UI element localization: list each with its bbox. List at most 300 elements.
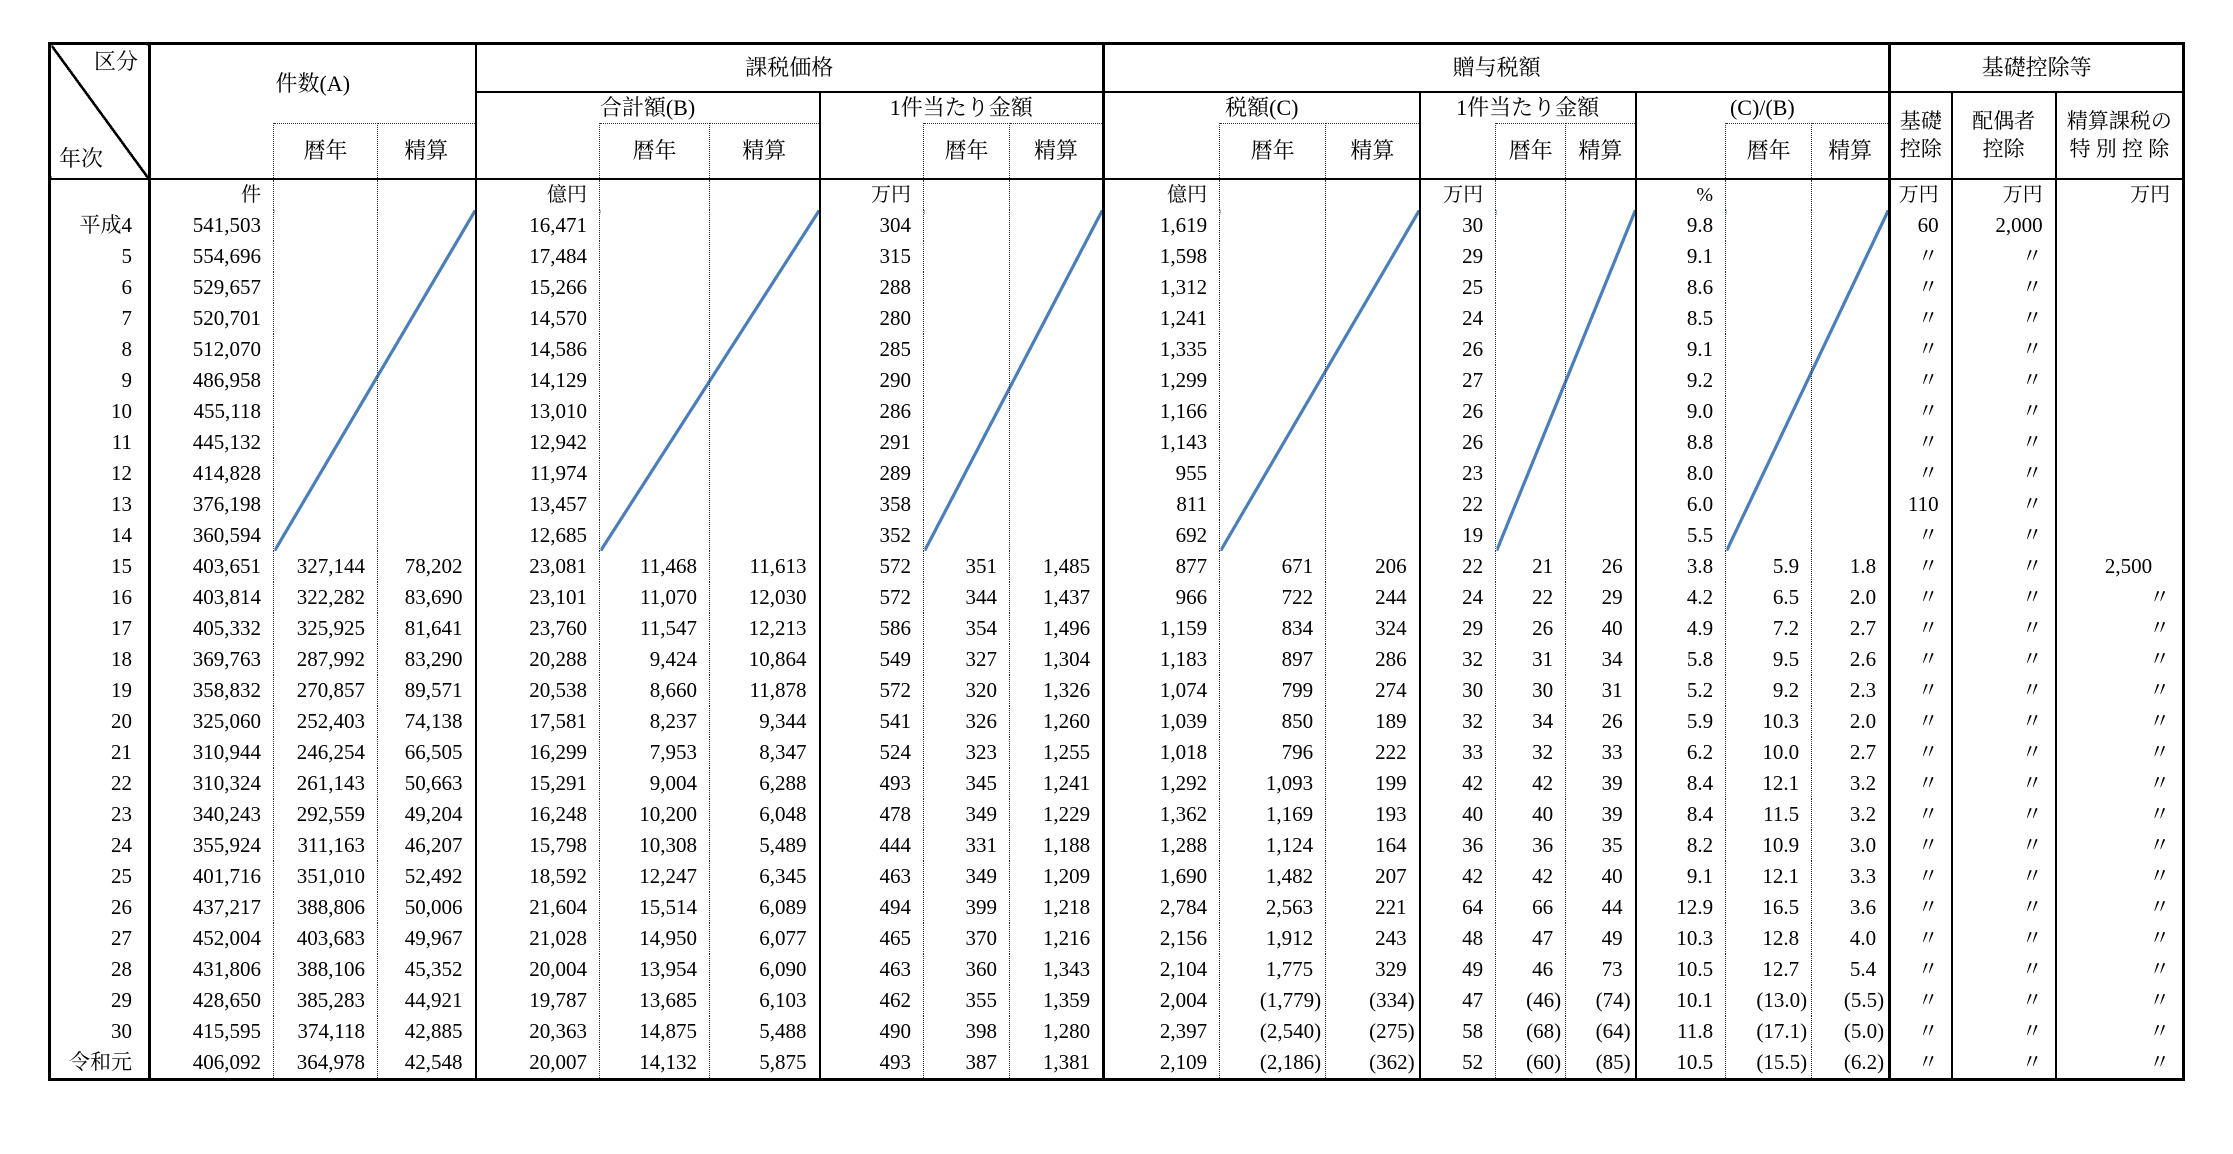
cell-zeigaku-total: 2,397 [1104, 1016, 1220, 1047]
tokubetsu-line1: 精算課税の [2066, 109, 2172, 134]
cell-kiso-kojo: 〃 [1890, 985, 1952, 1016]
cell-tokubetsu-kojo: 〃 [2149, 616, 2171, 641]
cell-haigusha-kojo: 〃 [1952, 396, 2056, 427]
cell-percase-total: 572 [820, 675, 924, 706]
cell-tokubetsu-kojo: 〃 [2149, 895, 2171, 920]
cell-zeigaku-rekinen: 1,912 [1220, 923, 1326, 954]
cell-kensu-seisan: 44,921 [378, 985, 476, 1016]
cell-zeigaku-total: 955 [1104, 458, 1220, 489]
cell-cb-total: 4.2 [1636, 582, 1726, 613]
cell-taxpercase-total: 30 [1420, 210, 1496, 241]
no-data-diagonal [1726, 210, 1890, 551]
cell-kiso-kojo: 〃 [1890, 613, 1952, 644]
cell-taxpercase-seisan: 73 [1566, 954, 1636, 985]
cell-kensu-seisan: 66,505 [378, 737, 476, 768]
cell-percase-rekinen: 399 [924, 892, 1010, 923]
cell-tokubetsu-kojo: 〃 [2149, 678, 2171, 703]
cell-kensu-total: 452,004 [150, 923, 274, 954]
cell-gokei-rekinen: 12,247 [600, 861, 710, 892]
cell-kensu-rekinen: 327,144 [274, 551, 378, 582]
cell-gokei-total: 16,248 [476, 799, 600, 830]
year-label: 15 [50, 551, 150, 582]
cell-cb-rekinen: 12.7 [1726, 954, 1812, 985]
cell-taxpercase-total: 64 [1420, 892, 1496, 923]
cell-kensu-total: 428,650 [150, 985, 274, 1016]
subheader-kensu-rekinen: 暦年 [274, 124, 378, 180]
cell-taxpercase-total: 58 [1420, 1016, 1496, 1047]
cell-kensu-total: 310,324 [150, 768, 274, 799]
cell-tokubetsu-kojo [2056, 396, 2184, 427]
cell-percase-seisan: 1,343 [1010, 954, 1104, 985]
table-row [50, 799, 2184, 830]
cell-zeigaku-seisan: 199 [1326, 768, 1420, 799]
cell-percase-seisan: 1,437 [1010, 582, 1104, 613]
cell-kensu-rekinen: 351,010 [274, 861, 378, 892]
year-label: 14 [50, 520, 150, 551]
subheader-zeigaku-rekinen: 暦年 [1220, 124, 1326, 180]
cell-kiso-kojo: 〃 [1890, 334, 1952, 365]
cell-haigusha-kojo: 〃 [1952, 303, 2056, 334]
cell-kiso-kojo: 〃 [1890, 923, 1952, 954]
cell-zeigaku-total: 1,018 [1104, 737, 1220, 768]
cell-tokubetsu-kojo: 〃 [2149, 585, 2171, 610]
cell-gokei-total: 13,457 [476, 489, 600, 520]
cell-percase-rekinen: 398 [924, 1016, 1010, 1047]
col-header-kiso-kojo-to: 基礎控除等 [1890, 44, 2184, 93]
cell-cb-total: 8.4 [1636, 768, 1726, 799]
cell-kensu-total: 360,594 [150, 520, 274, 551]
cell-kensu-total: 486,958 [150, 365, 274, 396]
cell-taxpercase-total: 47 [1420, 985, 1496, 1016]
cell-gokei-total: 21,028 [476, 923, 600, 954]
no-data-diagonal [600, 210, 820, 551]
cell-cb-seisan: 5.4 [1812, 954, 1890, 985]
cell-kensu-total: 414,828 [150, 458, 274, 489]
units-row [50, 179, 2184, 210]
year-label: 26 [50, 892, 150, 923]
cell-kiso-kojo: 〃 [1890, 241, 1952, 272]
cell-zeigaku-total: 1,598 [1104, 241, 1220, 272]
cell-percase-rekinen: 355 [924, 985, 1010, 1016]
cell-zeigaku-seisan: 222 [1326, 737, 1420, 768]
cell-gokei-total: 18,592 [476, 861, 600, 892]
cell-zeigaku-seisan: (362) [1326, 1047, 1420, 1080]
table-row [50, 1047, 2184, 1080]
cell-cb-total: 5.2 [1636, 675, 1726, 706]
cell-percase-rekinen: 331 [924, 830, 1010, 861]
cell-percase-total: 524 [820, 737, 924, 768]
cell-taxpercase-seisan: 40 [1566, 861, 1636, 892]
cell-zeigaku-seisan: 164 [1326, 830, 1420, 861]
cell-taxpercase-total: 24 [1420, 582, 1496, 613]
cell-kensu-total: 520,701 [150, 303, 274, 334]
cell-kensu-total: 455,118 [150, 396, 274, 427]
cell-gokei-rekinen: 13,685 [600, 985, 710, 1016]
cell-percase-seisan: 1,280 [1010, 1016, 1104, 1047]
table-row [50, 706, 2184, 737]
cell-cb-total: 6.0 [1636, 489, 1726, 520]
cell-percase-total: 586 [820, 613, 924, 644]
table-row [50, 768, 2184, 799]
cell-haigusha-kojo: 〃 [1952, 861, 2056, 892]
cell-kiso-kojo: 〃 [1890, 768, 1952, 799]
cell-taxpercase-seisan: (64) [1566, 1016, 1636, 1047]
table-row [50, 644, 2184, 675]
cell-cb-rekinen: 7.2 [1726, 613, 1812, 644]
table-row [50, 830, 2184, 861]
cell-tokubetsu-kojo: 〃 [2149, 740, 2171, 765]
cell-taxpercase-seisan: 39 [1566, 799, 1636, 830]
cell-taxpercase-total: 30 [1420, 675, 1496, 706]
cell-zeigaku-seisan: 243 [1326, 923, 1420, 954]
cell-gokei-total: 23,760 [476, 613, 600, 644]
cell-taxpercase-seisan: (85) [1566, 1047, 1636, 1080]
cell-cb-total: 8.4 [1636, 799, 1726, 830]
cell-zeigaku-seisan: 244 [1326, 582, 1420, 613]
cell-percase-total: 465 [820, 923, 924, 954]
cell-cb-total: 9.0 [1636, 396, 1726, 427]
year-label: 5 [50, 241, 150, 272]
cell-zeigaku-rekinen: 1,093 [1220, 768, 1326, 799]
haigusha-line2: 控除 [1982, 136, 2025, 161]
cell-taxpercase-total: 29 [1420, 241, 1496, 272]
cell-taxpercase-seisan: 40 [1566, 613, 1636, 644]
cell-percase-seisan: 1,216 [1010, 923, 1104, 954]
cell-zeigaku-seisan: 189 [1326, 706, 1420, 737]
cell-taxpercase-rekinen: 66 [1496, 892, 1566, 923]
subheader-gokei-seisan: 精算 [710, 124, 820, 180]
corner-label-nenji: 年次 [59, 145, 104, 171]
cell-taxpercase-seisan: 35 [1566, 830, 1636, 861]
corner-label-kubun: 区分 [93, 49, 138, 74]
cell-tokubetsu-kojo: 〃 [2149, 1050, 2171, 1075]
cell-percase-total: 572 [820, 551, 924, 582]
cell-kensu-seisan: 83,290 [378, 644, 476, 675]
cell-zeigaku-rekinen: 897 [1220, 644, 1326, 675]
cell-gokei-seisan: 10,864 [710, 644, 820, 675]
cell-zeigaku-total: 877 [1104, 551, 1220, 582]
cell-tokubetsu-kojo: 〃 [2149, 988, 2171, 1013]
cell-kensu-total: 437,217 [150, 892, 274, 923]
cell-cb-total: 9.8 [1636, 210, 1726, 241]
table-row [50, 1016, 2184, 1047]
year-label: 10 [50, 396, 150, 427]
cell-haigusha-kojo: 〃 [1952, 768, 2056, 799]
year-label: 7 [50, 303, 150, 334]
cell-haigusha-kojo: 〃 [1952, 365, 2056, 396]
year-label: 17 [50, 613, 150, 644]
cell-percase-seisan: 1,326 [1010, 675, 1104, 706]
cell-gokei-rekinen: 11,070 [600, 582, 710, 613]
cell-percase-seisan: 1,260 [1010, 706, 1104, 737]
cell-kensu-total: 376,198 [150, 489, 274, 520]
subheader-taxpercase-rekinen: 暦年 [1496, 124, 1566, 180]
cell-taxpercase-total: 26 [1420, 396, 1496, 427]
cell-cb-rekinen: 12.8 [1726, 923, 1812, 954]
cell-haigusha-kojo: 〃 [1952, 892, 2056, 923]
cell-percase-total: 549 [820, 644, 924, 675]
year-label: 27 [50, 923, 150, 954]
cell-kensu-total: 415,595 [150, 1016, 274, 1047]
cell-zeigaku-total: 1,619 [1104, 210, 1220, 241]
cell-gokei-total: 14,129 [476, 365, 600, 396]
cell-zeigaku-total: 1,039 [1104, 706, 1220, 737]
cell-kensu-rekinen: 388,806 [274, 892, 378, 923]
cell-kensu-total: 403,651 [150, 551, 274, 582]
cell-tokubetsu-kojo [2056, 365, 2184, 396]
cell-percase-total: 463 [820, 954, 924, 985]
cell-percase-rekinen: 360 [924, 954, 1010, 985]
cell-zeigaku-seisan: 207 [1326, 861, 1420, 892]
cell-taxpercase-total: 42 [1420, 861, 1496, 892]
cell-zeigaku-total: 1,166 [1104, 396, 1220, 427]
cell-gokei-total: 23,101 [476, 582, 600, 613]
cell-taxpercase-total: 26 [1420, 427, 1496, 458]
cell-cb-seisan: 1.8 [1812, 551, 1890, 582]
cell-haigusha-kojo: 〃 [1952, 613, 2056, 644]
cell-taxpercase-total: 24 [1420, 303, 1496, 334]
table-body [50, 210, 2184, 1080]
cell-zeigaku-seisan: 193 [1326, 799, 1420, 830]
cell-taxpercase-total: 33 [1420, 737, 1496, 768]
cell-cb-seisan: 3.2 [1812, 799, 1890, 830]
cell-gokei-total: 20,363 [476, 1016, 600, 1047]
cell-percase-seisan: 1,188 [1010, 830, 1104, 861]
cell-percase-rekinen: 349 [924, 861, 1010, 892]
cell-gokei-total: 20,007 [476, 1047, 600, 1080]
cell-cb-total: 9.1 [1636, 334, 1726, 365]
cell-tokubetsu-kojo [2056, 303, 2184, 334]
table-row [50, 675, 2184, 706]
cell-zeigaku-rekinen: 722 [1220, 582, 1326, 613]
cell-kensu-total: 355,924 [150, 830, 274, 861]
cell-kensu-seisan: 50,663 [378, 768, 476, 799]
cell-taxpercase-total: 48 [1420, 923, 1496, 954]
cell-kensu-rekinen: 385,283 [274, 985, 378, 1016]
cell-gokei-total: 13,010 [476, 396, 600, 427]
cell-taxpercase-rekinen: 36 [1496, 830, 1566, 861]
cell-percase-seisan: 1,229 [1010, 799, 1104, 830]
year-label: 令和元 [50, 1047, 150, 1080]
cell-gokei-seisan: 11,878 [710, 675, 820, 706]
cell-percase-total: 444 [820, 830, 924, 861]
cell-haigusha-kojo: 〃 [1952, 985, 2056, 1016]
cell-gokei-seisan: 9,344 [710, 706, 820, 737]
cell-gokei-seisan: 11,613 [710, 551, 820, 582]
table-row [50, 582, 2184, 613]
cell-cb-rekinen: 9.2 [1726, 675, 1812, 706]
cell-gokei-rekinen: 8,237 [600, 706, 710, 737]
cell-taxpercase-rekinen: (46) [1496, 985, 1566, 1016]
cell-haigusha-kojo: 〃 [1952, 241, 2056, 272]
cell-kensu-total: 431,806 [150, 954, 274, 985]
cell-kensu-rekinen: 322,282 [274, 582, 378, 613]
table-row [50, 613, 2184, 644]
cell-cb-total: 11.8 [1636, 1016, 1726, 1047]
cell-zeigaku-seisan: (334) [1326, 985, 1420, 1016]
cell-tokubetsu-kojo: 〃 [2149, 1019, 2171, 1044]
cell-percase-seisan: 1,359 [1010, 985, 1104, 1016]
cell-zeigaku-total: 1,312 [1104, 272, 1220, 303]
year-label: 30 [50, 1016, 150, 1047]
cell-cb-rekinen: 9.5 [1726, 644, 1812, 675]
cell-gokei-total: 16,299 [476, 737, 600, 768]
cell-kiso-kojo: 〃 [1890, 1047, 1952, 1080]
cell-cb-seisan: 2.7 [1812, 613, 1890, 644]
cell-taxpercase-seisan: 26 [1566, 551, 1636, 582]
cell-zeigaku-total: 1,292 [1104, 768, 1220, 799]
cell-gokei-rekinen: 14,132 [600, 1047, 710, 1080]
cell-percase-rekinen: 345 [924, 768, 1010, 799]
cell-gokei-total: 17,484 [476, 241, 600, 272]
no-data-diagonal [1220, 210, 1420, 551]
cell-zeigaku-rekinen: 799 [1220, 675, 1326, 706]
cell-haigusha-kojo: 〃 [1952, 582, 2056, 613]
cell-kensu-rekinen: 252,403 [274, 706, 378, 737]
col-header-kensu: 件数(A) [150, 44, 476, 124]
cell-tokubetsu-kojo [2056, 334, 2184, 365]
cell-gokei-seisan: 6,089 [710, 892, 820, 923]
cell-zeigaku-rekinen: 1,775 [1220, 954, 1326, 985]
cell-gokei-seisan: 6,048 [710, 799, 820, 830]
cell-haigusha-kojo: 〃 [1952, 1047, 2056, 1080]
cell-gokei-total: 12,942 [476, 427, 600, 458]
year-label: 19 [50, 675, 150, 706]
cell-kensu-seisan: 49,204 [378, 799, 476, 830]
cell-percase-seisan: 1,241 [1010, 768, 1104, 799]
cell-haigusha-kojo: 〃 [1952, 1016, 2056, 1047]
cell-cb-total: 8.5 [1636, 303, 1726, 334]
tokubetsu-line2: 特 別 控 除 [2069, 136, 2170, 161]
cell-zeigaku-total: 2,784 [1104, 892, 1220, 923]
unit-kiso: 万円 [1890, 179, 1952, 210]
cell-gokei-rekinen: 11,468 [600, 551, 710, 582]
cell-cb-total: 8.2 [1636, 830, 1726, 861]
subheader-percase-seisan: 精算 [1010, 124, 1104, 180]
cell-taxpercase-rekinen: 40 [1496, 799, 1566, 830]
cell-taxpercase-rekinen: 47 [1496, 923, 1566, 954]
year-label: 9 [50, 365, 150, 396]
cell-haigusha-kojo: 〃 [1952, 644, 2056, 675]
cell-zeigaku-rekinen: 2,563 [1220, 892, 1326, 923]
cell-tokubetsu-kojo: 〃 [2149, 771, 2171, 796]
unit-taxpercase: 万円 [1420, 179, 1496, 210]
cell-percase-rekinen: 387 [924, 1047, 1010, 1080]
cell-kiso-kojo: 〃 [1890, 830, 1952, 861]
cell-kiso-kojo: 〃 [1890, 1016, 1952, 1047]
cell-taxpercase-rekinen: (68) [1496, 1016, 1566, 1047]
table-row [50, 985, 2184, 1016]
cell-zeigaku-total: 811 [1104, 489, 1220, 520]
cell-cb-rekinen: 12.1 [1726, 768, 1812, 799]
year-label: 6 [50, 272, 150, 303]
cell-taxpercase-total: 32 [1420, 706, 1496, 737]
cell-cb-seisan: 3.0 [1812, 830, 1890, 861]
year-label: 23 [50, 799, 150, 830]
cell-kiso-kojo: 〃 [1890, 892, 1952, 923]
cell-taxpercase-total: 40 [1420, 799, 1496, 830]
col-header-per-case: 1件当たり金額 [820, 92, 1104, 124]
cell-kensu-total: 369,763 [150, 644, 274, 675]
cell-cb-seisan: 2.7 [1812, 737, 1890, 768]
cell-gokei-total: 19,787 [476, 985, 600, 1016]
cell-zeigaku-total: 1,241 [1104, 303, 1220, 334]
unit-zeigaku: 億円 [1104, 179, 1220, 210]
cell-kensu-seisan: 81,641 [378, 613, 476, 644]
cell-cb-total: 3.8 [1636, 551, 1726, 582]
cell-tokubetsu-kojo: 〃 [2149, 864, 2171, 889]
year-label: 20 [50, 706, 150, 737]
cell-gokei-seisan: 6,345 [710, 861, 820, 892]
cell-cb-rekinen: 10.0 [1726, 737, 1812, 768]
cell-kensu-total: 310,944 [150, 737, 274, 768]
cell-zeigaku-seisan: 286 [1326, 644, 1420, 675]
cell-gokei-seisan: 6,077 [710, 923, 820, 954]
cell-percase-total: 572 [820, 582, 924, 613]
cell-cb-rekinen: (13.0) [1726, 985, 1812, 1016]
cell-percase-seisan: 1,381 [1010, 1047, 1104, 1080]
cell-haigusha-kojo: 〃 [1952, 954, 2056, 985]
subheader-zeigaku-seisan: 精算 [1326, 124, 1420, 180]
cell-zeigaku-total: 1,690 [1104, 861, 1220, 892]
cell-haigusha-kojo: 〃 [1952, 272, 2056, 303]
cell-zeigaku-total: 1,362 [1104, 799, 1220, 830]
cell-percase-rekinen: 344 [924, 582, 1010, 613]
cell-zeigaku-total: 1,143 [1104, 427, 1220, 458]
cell-kensu-rekinen: 388,106 [274, 954, 378, 985]
cell-gokei-total: 12,685 [476, 520, 600, 551]
cell-kensu-total: 512,070 [150, 334, 274, 365]
cell-gokei-total: 16,471 [476, 210, 600, 241]
cell-taxpercase-seisan: 39 [1566, 768, 1636, 799]
cell-cb-total: 8.6 [1636, 272, 1726, 303]
cell-taxpercase-seisan: 26 [1566, 706, 1636, 737]
subheader-cb-rekinen: 暦年 [1726, 124, 1812, 180]
cell-tokubetsu-kojo [2056, 210, 2184, 241]
cell-percase-total: 493 [820, 768, 924, 799]
cell-taxpercase-rekinen: (60) [1496, 1047, 1566, 1080]
cell-cb-total: 8.8 [1636, 427, 1726, 458]
cell-tokubetsu-kojo: 〃 [2149, 647, 2171, 672]
cell-kensu-total: 445,132 [150, 427, 274, 458]
cell-cb-rekinen: 5.9 [1726, 551, 1812, 582]
cell-gokei-total: 20,538 [476, 675, 600, 706]
cell-taxpercase-rekinen: 31 [1496, 644, 1566, 675]
cell-kiso-kojo: 〃 [1890, 396, 1952, 427]
header-row-rekinen-seisan [50, 124, 2184, 180]
cell-percase-rekinen: 370 [924, 923, 1010, 954]
cell-tokubetsu-kojo: 〃 [2149, 709, 2171, 734]
unit-kensu: 件 [150, 179, 274, 210]
cell-kiso-kojo: 〃 [1890, 520, 1952, 551]
year-label: 25 [50, 861, 150, 892]
subheader-gokei-rekinen: 暦年 [600, 124, 710, 180]
cell-zeigaku-seisan: 324 [1326, 613, 1420, 644]
cell-zeigaku-rekinen: 796 [1220, 737, 1326, 768]
year-label: 28 [50, 954, 150, 985]
cell-percase-total: 463 [820, 861, 924, 892]
subheader-kensu-seisan: 精算 [378, 124, 476, 180]
cell-gokei-rekinen: 14,875 [600, 1016, 710, 1047]
cell-gokei-seisan: 5,489 [710, 830, 820, 861]
col-header-tokubetsu-kojo [2056, 92, 2184, 179]
cell-taxpercase-seisan: 31 [1566, 675, 1636, 706]
cell-zeigaku-seisan: 274 [1326, 675, 1420, 706]
cell-gokei-seisan: 5,488 [710, 1016, 820, 1047]
cell-cb-total: 10.3 [1636, 923, 1726, 954]
cell-cb-total: 10.5 [1636, 1047, 1726, 1080]
cell-haigusha-kojo: 〃 [1952, 706, 2056, 737]
